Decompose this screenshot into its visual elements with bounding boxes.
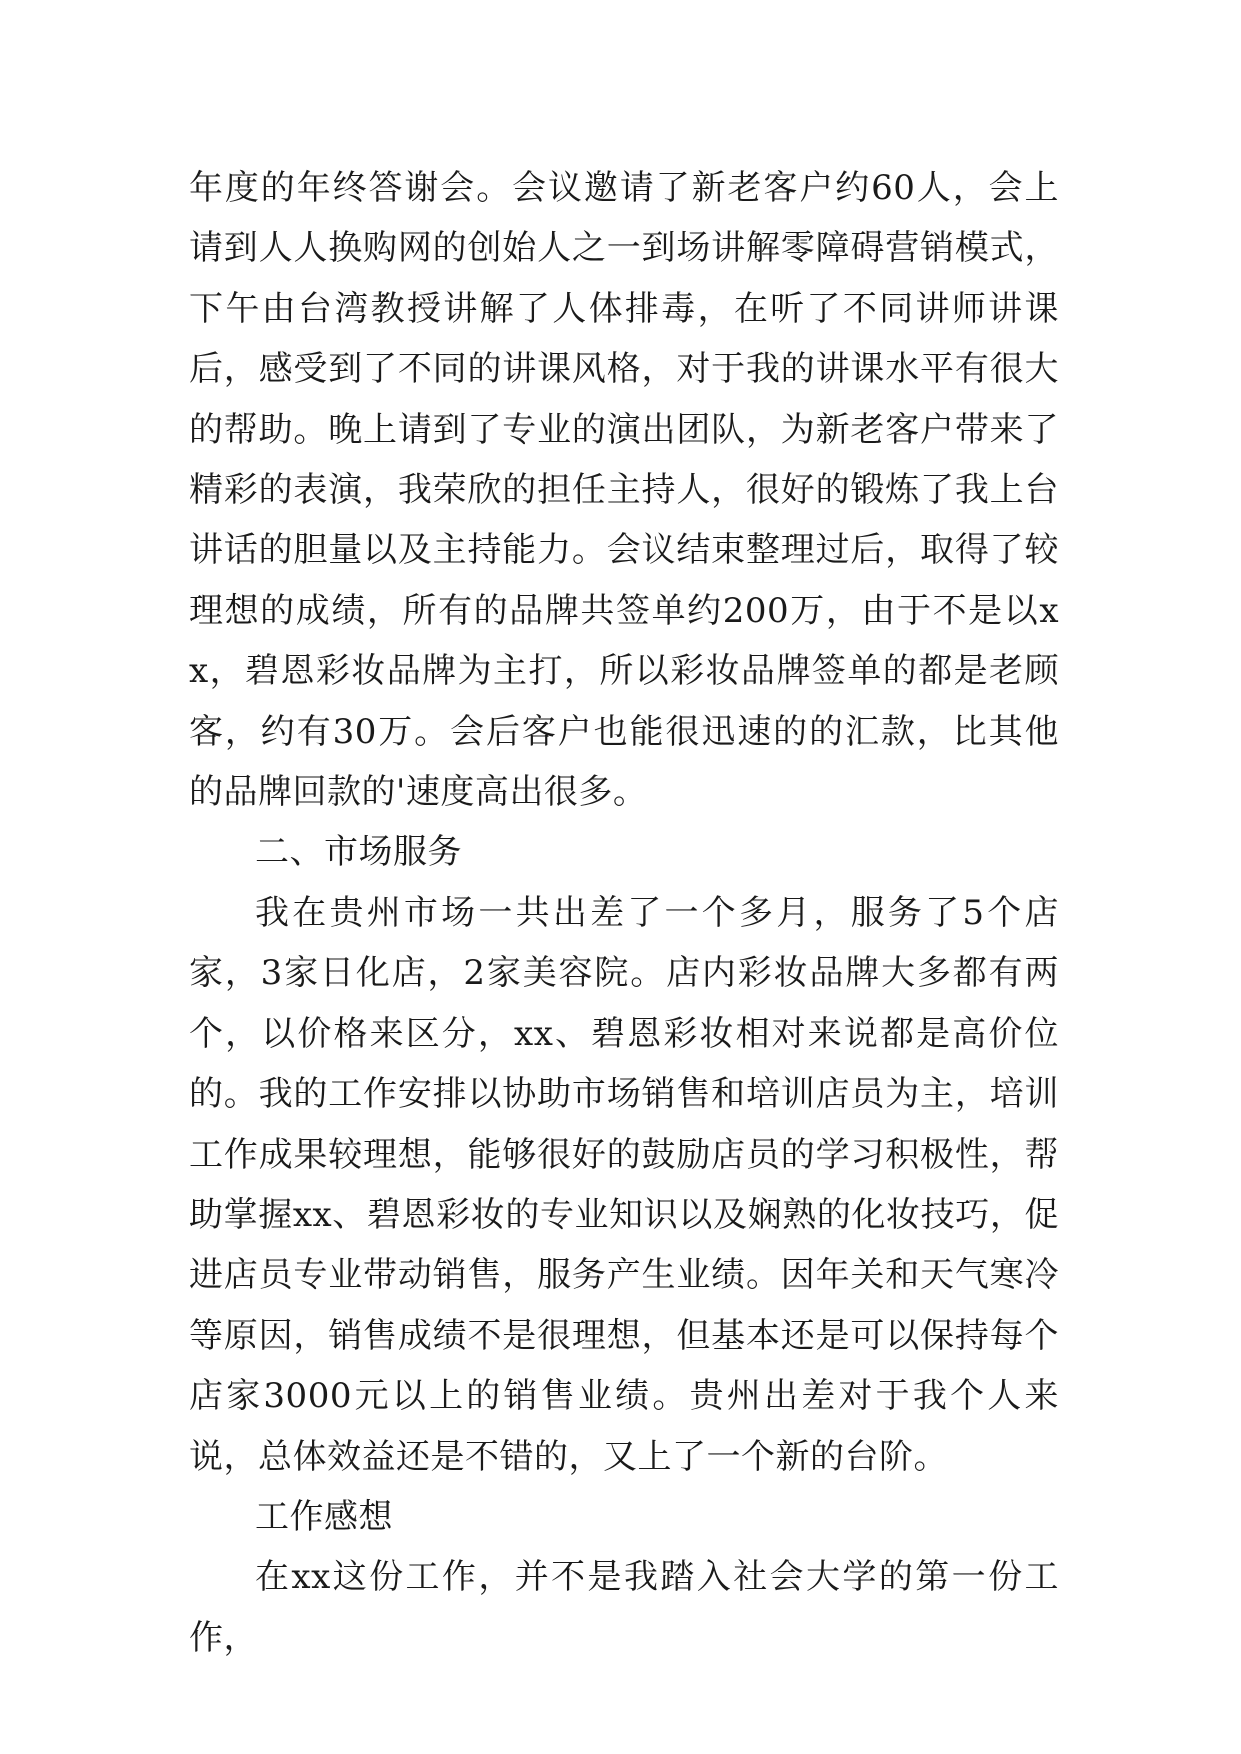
section-heading-work-reflection: 工作感想 xyxy=(255,1496,393,1537)
section-heading-market-service: 二、市场服务 xyxy=(255,832,462,873)
paragraph-annual-meeting: 年度的年终答谢会。会议邀请了新老客户约60人，会上请到人人换购网的创始人之一到场讲解零障碍营销模式，下午由台湾教授讲解了人体排毒，在听了不同讲师讲课后，感受到了不同的讲课风格，对于我的讲课水平有很大的帮助。晚上请到了专业的演出团队，为新老客户带来了精彩的表演，我荣欣的担任主持人，很好的锻炼了我上台讲话的胆量以及主持能力。会议结束整理过后，取得了较理想的成绩，所有的品牌共签单约200万，由于不是以xx，碧恩彩妆品牌为主打，所以彩妆品牌签单的都是老顾客，约有30万。会后客户也能很迅速的的汇款，比其他的品牌回款的'速度高出很多。 xyxy=(189,168,1059,813)
document-body xyxy=(189,158,1059,1668)
paragraph-market-service: 我在贵州市场一共出差了一个多月，服务了5个店家，3家日化店，2家美容院。店内彩妆品牌大多都有两个，以价格来区分，xx、碧恩彩妆相对来说都是高价位的。我的工作安排以协助市场销售和培训店员为主，培训工作成果较理想，能够很好的鼓励店员的学习积极性，帮助掌握xx、碧恩彩妆的专业知识以及娴熟的化妆技巧，促进店员专业带动销售，服务产生业绩。因年关和天气寒冷等原因，销售成绩不是很理想，但基本还是可以保持每个店家3000元以上的销售业绩。贵州出差对于我个人来说，总体效益还是不错的，又上了一个新的台阶。 xyxy=(189,892,1059,1477)
paragraph-work-reflection: 在xx这份工作，并不是我踏入社会大学的第一份工作， xyxy=(189,1557,1059,1658)
